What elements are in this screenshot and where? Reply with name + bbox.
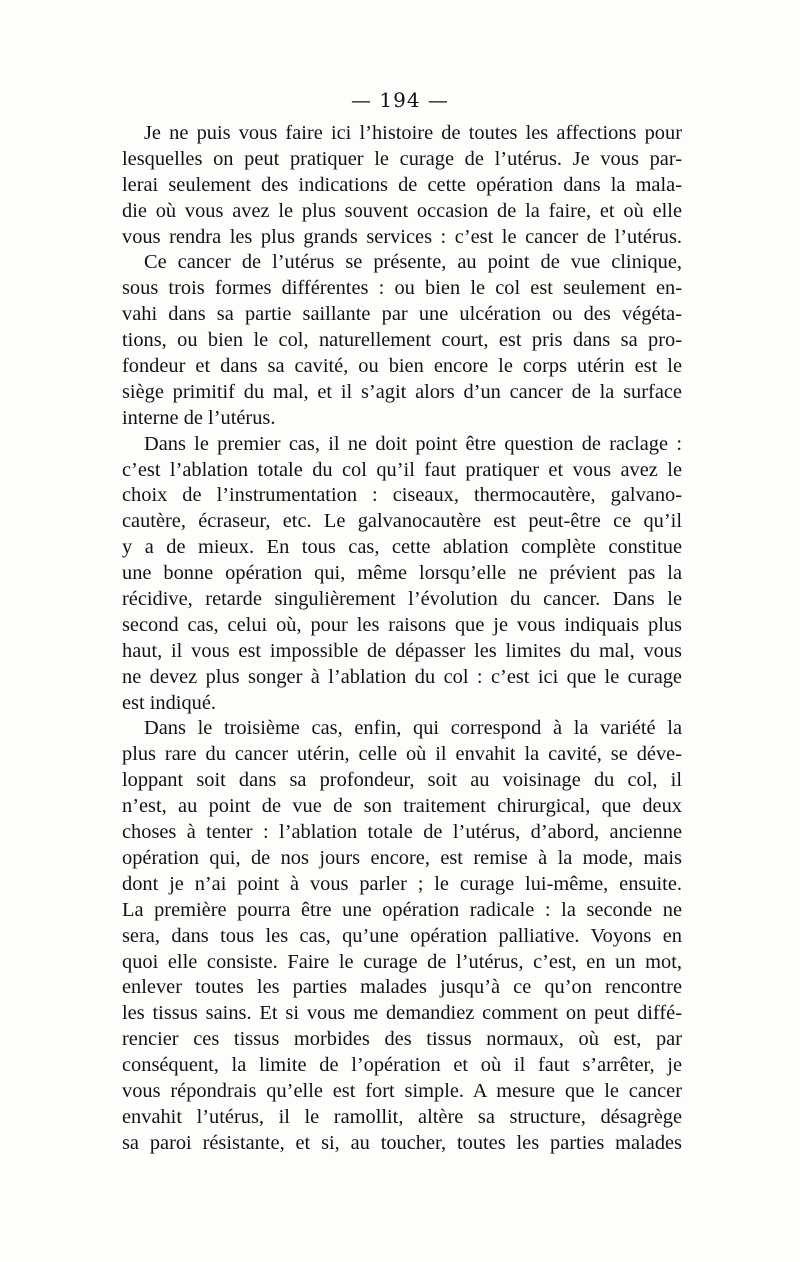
text-line: c’est l’ablation totale du col qu’il faut pratiquer et vous avez le: [122, 458, 682, 481]
text-line: choses à tenter : l’ablation totale de l’utérus, d’abord, ancienne: [122, 821, 682, 844]
text-line: envahit l’utérus, il le ramollit, altère sa structure, désagrège: [122, 1105, 682, 1128]
text-line: lesquelles on peut pratiquer le curage de l’utérus. Je vous par-: [122, 147, 682, 170]
text-line: choix de l’instrumentation : ciseaux, thermocautère, galvano-: [122, 484, 682, 507]
body-text: [122, 121, 682, 1157]
text-line: sera, dans tous les cas, qu’une opération palliative. Voyons en: [122, 924, 682, 947]
text-line: lerai seulement des indications de cette opération dans la mala-: [122, 173, 682, 196]
text-line: second cas, celui où, pour les raisons que je vous indiquais plus: [122, 613, 682, 636]
text-line: enlever toutes les parties malades jusqu’à ce qu’on rencontre: [122, 976, 682, 999]
text-line: vous répondrais qu’elle est fort simple. A mesure que le cancer: [122, 1079, 682, 1102]
page-number: — 194 —: [351, 88, 449, 112]
text-line: siège primitif du mal, et il s’agit alors d’un cancer de la surface: [122, 380, 682, 403]
text-line: Je ne puis vous faire ici l’histoire de toutes les affections pour: [144, 122, 682, 144]
text-line: sa paroi résistante, et si, au toucher, toutes les parties malades: [122, 1131, 682, 1154]
text-line: les tissus sains. Et si vous me demandiez comment on peut diffé-: [122, 1002, 682, 1025]
text-line: quoi elle consiste. Faire le curage de l’utérus, c’est, en un mot,: [122, 950, 682, 973]
text-line: dont je n’ai point à vous parler ; le curage lui-même, ensuite.: [122, 872, 682, 895]
text-line: vahi dans sa partie saillante par une ulcération ou des végéta-: [122, 303, 682, 326]
text-line: une bonne opération qui, même lorsqu’elle ne prévient pas la: [122, 562, 682, 585]
text-line: y a de mieux. En tous cas, cette ablation complète constitue: [122, 536, 682, 559]
text-line: cautère, écraseur, etc. Le galvanocautère est peut-être ce qu’il: [122, 510, 682, 533]
text-line: interne de l’utérus.: [122, 406, 276, 429]
text-line: récidive, retarde singulièrement l’évolution du cancer. Dans le: [122, 588, 682, 611]
text-line: opération qui, de nos jours encore, est remise à la mode, mais: [122, 846, 682, 869]
text-line: plus rare du cancer utérin, celle où il envahit la cavité, se déve-: [122, 743, 682, 766]
text-line: sous trois formes différentes : ou bien le col est seulement en-: [122, 277, 682, 300]
text-line: fondeur et dans sa cavité, ou bien encore le corps utérin est le: [122, 355, 682, 378]
text-line: est indiqué.: [122, 691, 217, 714]
text-line: Ce cancer de l’utérus se présente, au point de vue clinique,: [144, 251, 682, 274]
text-line: Dans le premier cas, il ne doit point être question de raclage :: [144, 432, 682, 455]
text-line: vous rendra les plus grands services : c’est le cancer de l’utérus.: [122, 225, 682, 248]
text-line: conséquent, la limite de l’opération et où il faut s’arrêter, je: [122, 1054, 682, 1077]
text-line: loppant soit dans sa profondeur, soit au voisinage du col, il: [122, 769, 682, 792]
text-line: ne devez plus songer à l’ablation du col : c’est ici que le curage: [122, 665, 682, 688]
text-line: n’est, au point de vue de son traitement chirurgical, que deux: [122, 795, 682, 818]
text-line: tions, ou bien le col, naturellement court, est pris dans sa pro-: [122, 329, 682, 352]
text-line: rencier ces tissus morbides des tissus normaux, où est, par: [122, 1028, 682, 1051]
text-line: haut, il vous est impossible de dépasser les limites du mal, vous: [122, 639, 682, 662]
text-line: La première pourra être une opération radicale : la seconde ne: [122, 898, 682, 921]
text-line: Dans le troisième cas, enfin, qui correspond à la variété la: [144, 717, 682, 740]
text-line: die où vous avez le plus souvent occasion de la faire, et où elle: [122, 199, 682, 222]
